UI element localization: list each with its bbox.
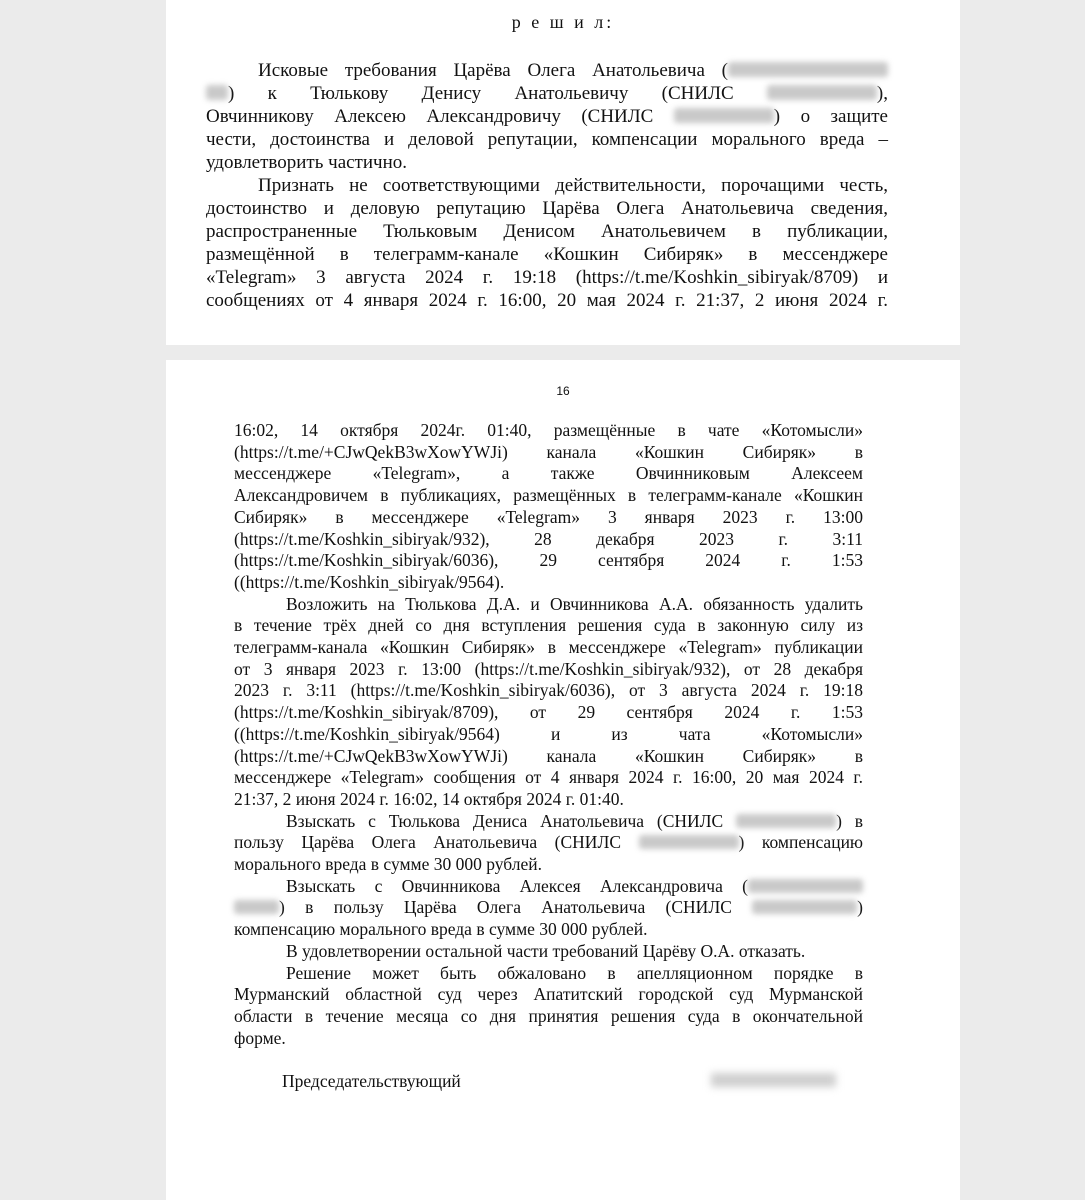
line-text: Овчинникову Алексею Александровичу (СНИЛС	[206, 106, 674, 127]
redacted-snils	[767, 85, 877, 100]
line-text: Взыскать с Тюлькова Дениса Анатольевича (СНИЛС	[286, 810, 737, 831]
line-text: Возложить на Тюлькова Д.А. и Овчинникова А.А. обязанность удалить	[286, 593, 863, 614]
text-line	[206, 289, 888, 312]
text-line	[234, 767, 863, 789]
signature-label: Председательствующий	[282, 1071, 461, 1091]
line-text: мессенджере «Telegram», а также Овчинниковым Алексеем	[234, 463, 863, 484]
line-text: Решение может быть обжаловано в апелляционном порядке в	[286, 962, 863, 983]
text-line	[234, 463, 863, 485]
line-text: компенсацию морального вреда в сумме 30 000 рублей.	[234, 919, 648, 940]
text-line	[234, 984, 863, 1006]
redacted-snils	[639, 835, 739, 849]
text-line	[206, 243, 888, 266]
line-text: Мурманский областной суд через Апатитский городской суд Мурманской	[234, 984, 863, 1005]
text-line	[234, 442, 863, 464]
line-text: 16:02, 14 октября 2024г. 01:40, размещённые в чате «Котомысли»	[234, 420, 863, 440]
redacted-snils	[752, 900, 857, 914]
document-page-1	[166, 0, 960, 345]
line-text: ) в пользу Царёва Олега Анатольевича (СНИЛС	[279, 897, 753, 918]
line-text: размещённой в телеграмм-канале «Кошкин Сибиряк» в мессенджере	[206, 244, 888, 265]
line-text: Сибиряк» в мессенджере «Telegram» 3 января 2023 г. 13:00	[234, 506, 863, 527]
text-line	[234, 572, 863, 594]
redacted-snils	[748, 879, 863, 893]
text-line	[234, 420, 863, 442]
line-text: ((https://t.me/Koshkin_sibiryak/9564).	[234, 571, 505, 592]
text-line	[234, 897, 863, 919]
page-number: 16	[556, 384, 570, 398]
text-line	[234, 529, 863, 551]
text-line	[234, 876, 863, 898]
line-text: (https://t.me/+CJwQekB3wXowYWJi) канала «Кошкин Сибиряк» в	[234, 745, 863, 766]
text-line	[234, 637, 863, 659]
text-line	[206, 128, 888, 151]
line-text: от 3 января 2023 г. 13:00 (https://t.me/Koshkin_sibiryak/932), от 28 декабря	[234, 658, 863, 679]
text-line	[234, 507, 863, 529]
text-line	[234, 485, 863, 507]
redacted-snils	[206, 85, 228, 100]
line-text: форме.	[234, 1027, 286, 1048]
text-line	[234, 746, 863, 768]
line-text: в течение трёх дней со дня вступления решения суда в законную силу из	[234, 615, 863, 636]
page-2-body	[234, 420, 863, 1049]
text-line	[234, 1006, 863, 1028]
text-line	[234, 854, 863, 876]
line-text: )	[857, 897, 863, 918]
text-line	[234, 550, 863, 572]
redacted-snils	[728, 62, 888, 77]
text-line	[206, 266, 888, 289]
text-line	[234, 680, 863, 702]
text-line	[234, 832, 863, 854]
text-line	[206, 151, 888, 174]
text-line	[234, 615, 863, 637]
line-text: чести, достоинства и деловой репутации, компенсации морального вреда –	[206, 129, 888, 150]
text-line	[234, 963, 863, 985]
line-text: ) о защите	[773, 106, 888, 127]
line-text: (https://t.me/Koshkin_sibiryak/932), 28 декабря 2023 г. 3:11	[234, 528, 863, 549]
redacted-snils	[736, 814, 836, 828]
line-text: достоинство и деловую репутацию Царёва Олега Анатольевича сведения,	[206, 198, 888, 219]
text-line	[234, 659, 863, 681]
text-line	[234, 702, 863, 724]
line-text: Исковые требования Царёва Олега Анатольевича (	[258, 60, 728, 81]
line-text: мессенджере «Telegram» сообщения от 4 января 2024 г. 16:00, 20 мая 2024 г.	[234, 767, 863, 788]
text-line	[234, 724, 863, 746]
line-text: телеграмм-канала «Кошкин Сибиряк» в мессенджере «Telegram» публикации	[234, 637, 863, 658]
line-text: сообщениях от 4 января 2024 г. 16:00, 20 мая 2024 г. 21:37, 2 июня 2024 г.	[206, 290, 888, 311]
text-line	[206, 105, 888, 128]
text-line	[234, 789, 863, 811]
line-text: (https://t.me/Koshkin_sibiryak/8709), от 29 сентября 2024 г. 1:53	[234, 702, 863, 723]
page-1-body	[206, 59, 888, 312]
line-text: удовлетворить частично.	[206, 152, 408, 173]
redacted-snils	[234, 900, 279, 914]
text-line	[234, 1028, 863, 1050]
line-text: распространенные Тюльковым Денисом Анатольевичем в публикации,	[206, 221, 888, 242]
text-line	[234, 941, 863, 963]
line-text: ) в	[836, 810, 863, 831]
line-text: (https://t.me/Koshkin_sibiryak/6036), 29 сентября 2024 г. 1:53	[234, 550, 863, 571]
line-text: ),	[876, 83, 888, 104]
text-line	[206, 59, 888, 82]
text-line	[234, 811, 863, 833]
line-text: пользу Царёва Олега Анатольевича (СНИЛС	[234, 832, 639, 853]
text-line	[234, 919, 863, 941]
line-text: Взыскать с Овчинникова Алексея Александровича (	[286, 875, 748, 896]
text-line	[206, 197, 888, 220]
line-text: морального вреда в сумме 30 000 рублей.	[234, 854, 543, 875]
line-text: (https://t.me/+CJwQekB3wXowYWJi) канала «Кошкин Сибиряк» в	[234, 441, 863, 462]
line-text: Признать не соответствующими действительности, порочащими честь,	[258, 175, 888, 196]
line-text: ) к Тюлькову Денису Анатольевичу (СНИЛС	[228, 83, 767, 104]
redacted-snils	[674, 108, 774, 123]
line-text: ((https://t.me/Koshkin_sibiryak/9564) и из чата «Котомысли»	[234, 723, 863, 744]
text-line	[234, 594, 863, 616]
line-text: ) компенсацию	[738, 832, 864, 853]
text-line	[206, 82, 888, 105]
line-text: Александровичем в публикациях, размещённых в телеграмм-канале «Кошкин	[234, 485, 863, 506]
line-text: 2023 г. 3:11 (https://t.me/Koshkin_sibiryak/6036), от 3 августа 2024 г. 19:18	[234, 680, 863, 701]
document-page-2	[166, 360, 960, 1200]
redacted-judge-name	[711, 1073, 836, 1087]
line-text: В удовлетворении остальной части требований Царёву О.А. отказать.	[286, 940, 806, 961]
line-text: 21:37, 2 июня 2024 г. 16:02, 14 октября 2024 г. 01:40.	[234, 788, 624, 809]
text-line	[206, 220, 888, 243]
line-text: «Telegram» 3 августа 2024 г. 19:18 (https://t.me/Koshkin_sibiryak/8709) и	[206, 267, 888, 288]
decision-heading: р е ш и л:	[511, 12, 615, 32]
text-line	[206, 174, 888, 197]
line-text: области в течение месяца со дня принятия решения суда в окончательной	[234, 1005, 863, 1026]
